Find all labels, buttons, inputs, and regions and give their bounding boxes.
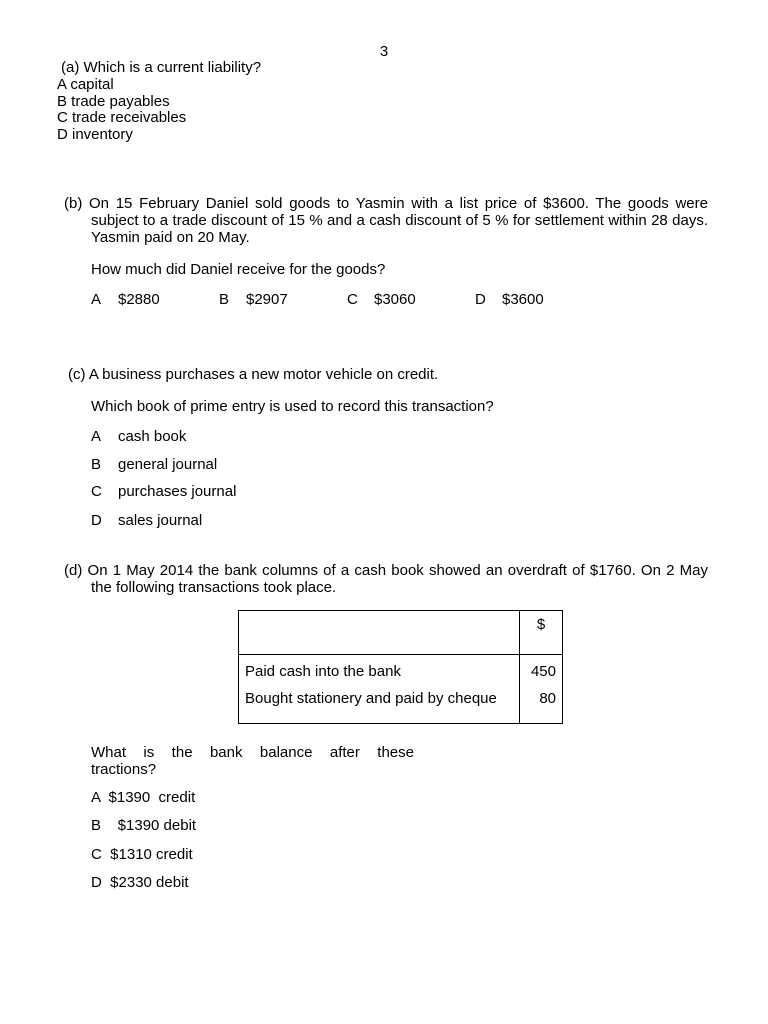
- option-text: sales journal: [118, 512, 203, 529]
- question-d-text-line1: What is the bank balance after these: [91, 744, 414, 761]
- page-number: 3: [379, 43, 389, 60]
- option-text: $3600: [502, 291, 544, 308]
- question-d-stem: (d) On 1 May 2014 the bank columns of a cash book showed an overdraft of $1760. On 2 May the following transactions took place.: [64, 562, 708, 596]
- question-d-option-a: A $1390 credit: [91, 789, 196, 806]
- option-text: $3060: [374, 291, 416, 308]
- question-d-option-c: C $1310 credit: [91, 846, 193, 863]
- option-letter: B: [91, 456, 102, 473]
- question-c-stem: (c) A business purchases a new motor vehicle on credit.: [68, 366, 439, 383]
- question-d-option-b: B $1390 debit: [91, 817, 197, 834]
- option-letter: B: [219, 291, 230, 308]
- option-text: general journal: [118, 456, 218, 473]
- option-text: purchases journal: [118, 483, 237, 500]
- option-letter: C: [91, 483, 102, 500]
- question-b-option-d: [475, 291, 544, 308]
- question-d-text-line2: tractions?: [91, 761, 157, 778]
- table-cell-amount: 80: [520, 682, 563, 724]
- question-c-option-b: [91, 456, 217, 473]
- option-letter: D: [475, 291, 486, 308]
- transactions-table: [238, 610, 563, 724]
- option-letter: D: [91, 512, 102, 529]
- question-a-option-a: A capital: [57, 76, 114, 93]
- question-b-stem: (b) On 15 February Daniel sold goods to Yasmin with a list price of $3600. The goods were subject to a trade discount of 15 % and a cash discount of 5 % for settlement within 28 days. Yasmin paid on 20 May.: [64, 195, 708, 246]
- question-c-text: Which book of prime entry is used to record this transaction?: [91, 398, 494, 415]
- option-letter: C: [347, 291, 358, 308]
- question-b-option-b: [219, 291, 288, 308]
- question-b-text: How much did Daniel receive for the goods?: [91, 261, 386, 278]
- question-c-option-c: [91, 483, 236, 500]
- question-b-option-a: [91, 291, 160, 308]
- question-a-option-d: D inventory: [57, 126, 133, 143]
- question-c-option-d: [91, 512, 202, 529]
- option-text: $2880: [118, 291, 160, 308]
- table-header-currency: $: [520, 611, 563, 655]
- table-cell-amount: 450: [520, 655, 563, 683]
- option-text: $2907: [246, 291, 288, 308]
- question-a-option-b: B trade payables: [57, 93, 170, 110]
- question-d-option-d: D $2330 debit: [91, 874, 189, 891]
- option-text: cash book: [118, 428, 187, 445]
- question-b-option-c: [347, 291, 416, 308]
- table-row: [239, 655, 563, 683]
- table-cell-description: Bought stationery and paid by cheque: [245, 690, 497, 707]
- option-letter: A: [91, 291, 102, 308]
- table-row: [239, 682, 563, 724]
- table-header-description: [239, 611, 520, 655]
- option-letter: A: [91, 428, 102, 445]
- table-cell-description: Paid cash into the bank: [245, 663, 401, 680]
- question-c-option-a: [91, 428, 186, 445]
- table-header-row: [239, 611, 563, 655]
- question-a-option-c: C trade receivables: [57, 109, 187, 126]
- question-a-text: (a) Which is a current liability?: [61, 59, 262, 76]
